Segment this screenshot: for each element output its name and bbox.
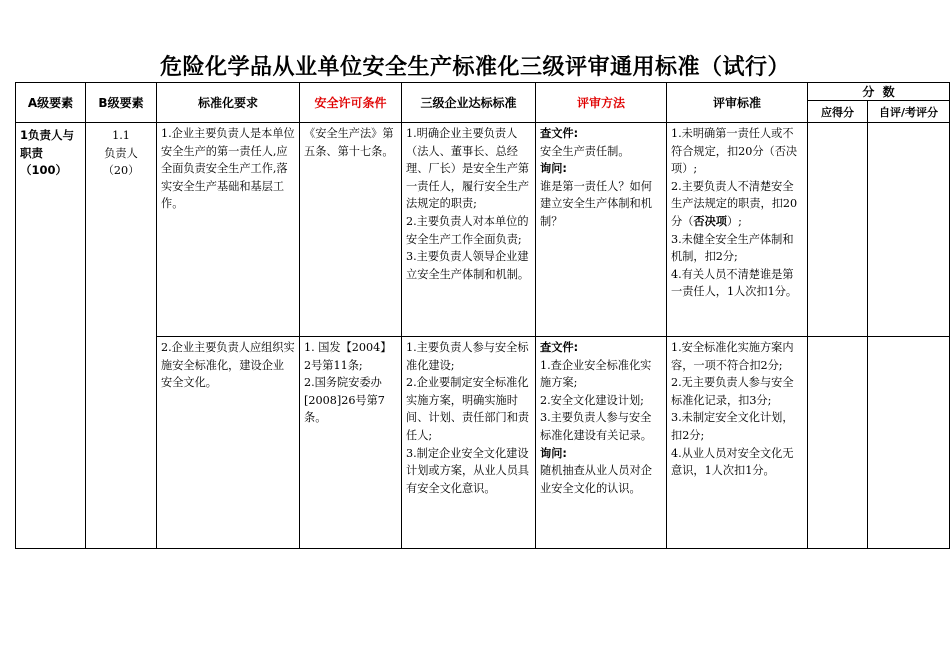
cell-review-method [536,123,667,337]
cell-b-element [86,123,157,549]
method-inquiry-text: 谁是第一责任人？如何建立安全生产体制和机制？ [540,179,652,228]
header-score: 分 数 [808,83,950,101]
method-label-docs: 查文件: [540,341,579,354]
method-label-docs: 查文件: [540,127,579,140]
criteria-item: 4.从业人员对安全文化无意识，1人次扣1分。 [671,446,794,478]
criteria-item: 3.未制定安全文化计划，扣2分; [671,411,794,442]
page-title: 危险化学品从业单位安全生产标准化三级评审通用标准（试行） [159,55,790,80]
criteria-item: 1.未明确第一责任人或不符合规定，扣20分（否决项）; [671,127,798,176]
cell-permit: 《安全生产法》第五条、第十七条。 [300,123,402,337]
criteria-item: 2.无主要负责人参与安全标准化记录，扣3分; [671,376,794,407]
method-item: 3.主要负责人参与安全标准化建设有关记录。 [540,411,652,442]
cell-review-method [536,337,667,549]
std3-item: 2.主要负责人对本单位的安全生产工作全面负责; [406,214,529,246]
header-self-score: 自评/考评分 [868,101,950,123]
cell-requirement: 2.企业主要负责人应组织实施安全标准化，建设企业安全文化。 [157,337,300,549]
header-due-score: 应得分 [808,101,868,123]
cell-review-criteria [667,337,808,549]
criteria-item: 3.未健全安全生产体制和机制，扣2分; [671,232,794,264]
cell-level3-standard [402,123,536,337]
table-row [16,337,950,549]
veto-label: 否决项 [693,214,727,228]
method-docs-text: 安全生产责任制。 [540,144,630,158]
cell-level3-standard [402,337,536,549]
cell-self-score [868,337,950,549]
b-element-name: 负责人 [104,146,138,160]
cell-permit [300,337,402,549]
criteria-item: 1.安全标准化实施方案内容，一项不符合扣2分; [671,341,794,372]
criteria-item [671,178,803,231]
header-review-method: 评审方法 [536,83,667,123]
standards-table [15,82,950,549]
cell-a-element: 1负责人与职责（100） [16,123,86,549]
std3-item: 3.主要负责人领导企业建立安全生产体制和机制。 [406,250,530,281]
method-inquiry-text: 随机抽查从业人员对企业安全文化的认识。 [540,464,652,495]
criteria-text: 2.主要负责人不清楚安全生产法规定的职责，扣20分（ [671,179,798,228]
std3-item: 2.企业要制定安全标准化实施方案，明确实施时间、计划、责任部门和责任人; [406,376,530,442]
cell-requirement: 1.企业主要负责人是本单位安全生产的第一责任人,应全面负责安全生产工作,落实安全生产基础和基层工作。 [157,123,300,337]
header-permit-condition: 安全许可条件 [300,83,402,123]
b-element-points: （20） [102,164,140,178]
table-row [16,123,950,337]
cell-due-score [808,123,868,337]
method-item: 2.安全文化建设计划; [540,393,644,407]
criteria-text: ）; [726,214,742,228]
cell-review-criteria [667,123,808,337]
method-item: 1.查企业安全标准化实施方案; [540,358,652,390]
std3-item: 3.制定企业安全文化建设计划或方案，从业人员具有安全文化意识。 [406,446,530,495]
permit-item: 2.国务院安委办[2008]26号第7条。 [304,376,385,425]
std3-item: 1.明确企业主要负责人（法人、董事长、总经理、厂长）是安全生产第一责任人，履行安全生产法规定的职责; [406,127,530,211]
header-level3-standard: 三级企业达标标准 [402,83,536,123]
header-a-element: A级要素 [16,83,86,123]
header-requirement: 标准化要求 [157,83,300,123]
std3-item: 1.主要负责人参与安全标准化建设; [406,341,529,372]
criteria-item: 4.有关人员不清楚谁是第一责任人，1人次扣1分。 [671,267,798,299]
method-label-inquiry: 询问: [540,446,567,460]
cell-self-score [868,123,950,337]
cell-due-score [808,337,868,549]
method-label-inquiry: 询问: [540,162,567,176]
header-review-criteria: 评审标准 [667,83,808,123]
header-b-element: B级要素 [86,83,157,123]
b-element-code: 1.1 [112,129,130,142]
permit-item: 1. 国发【2004】2号第11条; [304,341,392,372]
